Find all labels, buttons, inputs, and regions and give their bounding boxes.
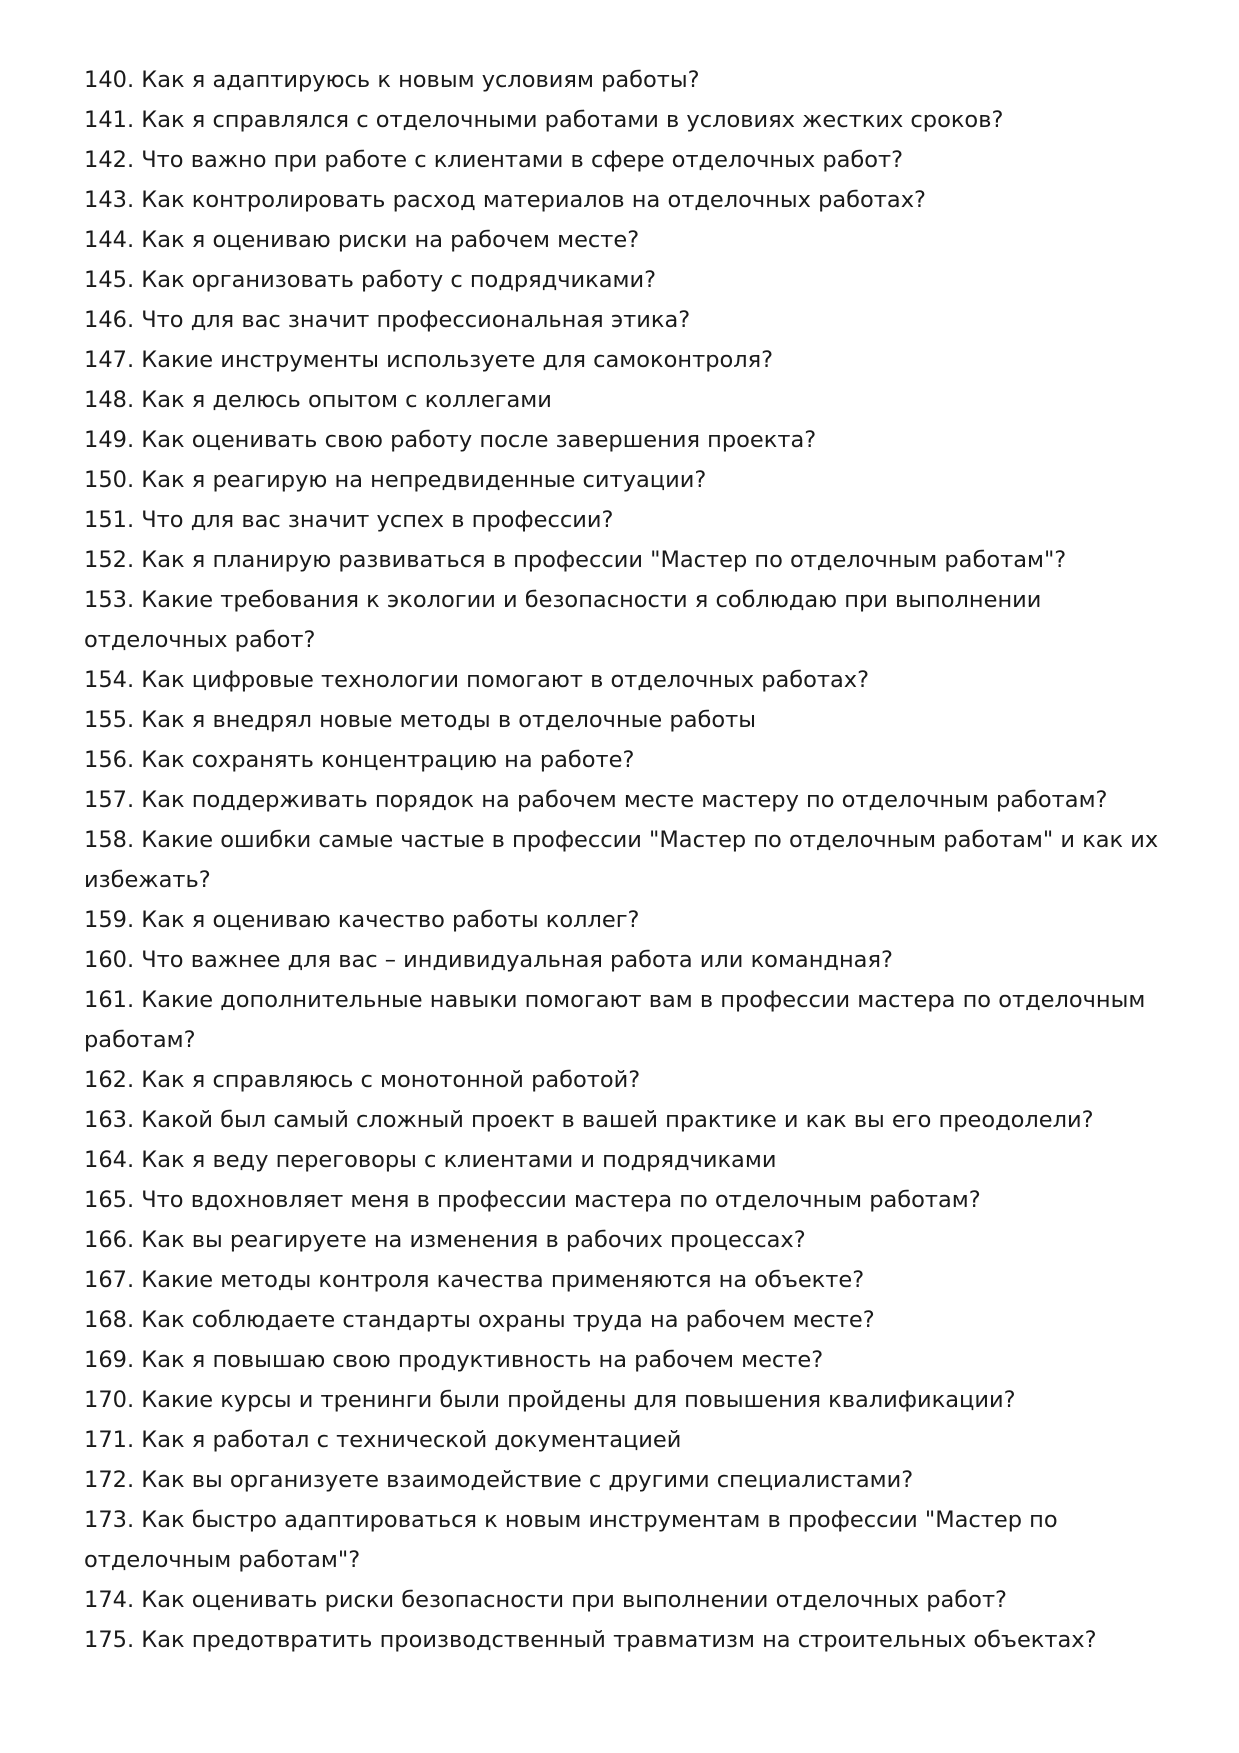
list-item: 162. Как я справляюсь с монотонной работой? xyxy=(84,1067,641,1093)
list-item: 158. Какие ошибки самые частые в профессии "Мастер по отделочным работам" и как их избежать? xyxy=(84,827,1159,893)
list-item: 163. Какой был самый сложный проект в вашей практике и как вы его преодолели? xyxy=(84,1107,1094,1133)
list-item: 164. Как я веду переговоры с клиентами и подрядчиками xyxy=(84,1147,777,1173)
list-item: 140. Как я адаптируюсь к новым условиям работы? xyxy=(84,67,700,93)
list-item: 157. Как поддерживать порядок на рабочем месте мастеру по отделочным работам? xyxy=(84,787,1108,813)
list-item: 153. Какие требования к экологии и безопасности я соблюдаю при выполнении отделочных работ? xyxy=(84,587,1042,653)
list-item: 141. Как я справлялся с отделочными работами в условиях жестких сроков? xyxy=(84,107,1004,133)
document-page xyxy=(84,60,1174,1660)
list-item: 171. Как я работал с технической документацией xyxy=(84,1427,682,1453)
list-item: 161. Какие дополнительные навыки помогают вам в профессии мастера по отделочным работам? xyxy=(84,987,1146,1053)
list-item: 147. Какие инструменты используете для самоконтроля? xyxy=(84,347,774,373)
list-item: 174. Как оценивать риски безопасности при выполнении отделочных работ? xyxy=(84,1587,1007,1613)
list-item: 142. Что важно при работе с клиентами в сфере отделочных работ? xyxy=(84,147,904,173)
list-item: 160. Что важнее для вас – индивидуальная работа или командная? xyxy=(84,947,893,973)
list-item: 159. Как я оцениваю качество работы коллег? xyxy=(84,907,640,933)
list-item: 166. Как вы реагируете на изменения в рабочих процессах? xyxy=(84,1227,806,1253)
list-item: 175. Как предотвратить производственный травматизм на строительных объектах? xyxy=(84,1627,1097,1653)
list-item: 145. Как организовать работу с подрядчиками? xyxy=(84,267,657,293)
list-item: 170. Какие курсы и тренинги были пройдены для повышения квалификации? xyxy=(84,1387,1016,1413)
list-item: 154. Как цифровые технологии помогают в отделочных работах? xyxy=(84,667,870,693)
list-item: 152. Как я планирую развиваться в профессии "Мастер по отделочным работам"? xyxy=(84,547,1067,573)
list-item: 151. Что для вас значит успех в профессии? xyxy=(84,507,614,533)
question-list xyxy=(84,60,1174,1660)
list-item: 149. Как оценивать свою работу после завершения проекта? xyxy=(84,427,817,453)
list-item: 156. Как сохранять концентрацию на работе? xyxy=(84,747,635,773)
list-item: 144. Как я оцениваю риски на рабочем месте? xyxy=(84,227,640,253)
list-item: 172. Как вы организуете взаимодействие с другими специалистами? xyxy=(84,1467,914,1493)
list-item: 150. Как я реагирую на непредвиденные ситуации? xyxy=(84,467,707,493)
list-item: 143. Как контролировать расход материалов на отделочных работах? xyxy=(84,187,926,213)
list-item: 168. Как соблюдаете стандарты охраны труда на рабочем месте? xyxy=(84,1307,875,1333)
list-item: 155. Как я внедрял новые методы в отделочные работы xyxy=(84,707,757,733)
list-item: 167. Какие методы контроля качества применяются на объекте? xyxy=(84,1267,865,1293)
list-item: 148. Как я делюсь опытом с коллегами xyxy=(84,387,552,413)
list-item: 146. Что для вас значит профессиональная этика? xyxy=(84,307,691,333)
list-item: 173. Как быстро адаптироваться к новым инструментам в профессии "Мастер по отделочным работам"? xyxy=(84,1507,1058,1573)
list-item: 165. Что вдохновляет меня в профессии мастера по отделочным работам? xyxy=(84,1187,981,1213)
list-item: 169. Как я повышаю свою продуктивность на рабочем месте? xyxy=(84,1347,824,1373)
